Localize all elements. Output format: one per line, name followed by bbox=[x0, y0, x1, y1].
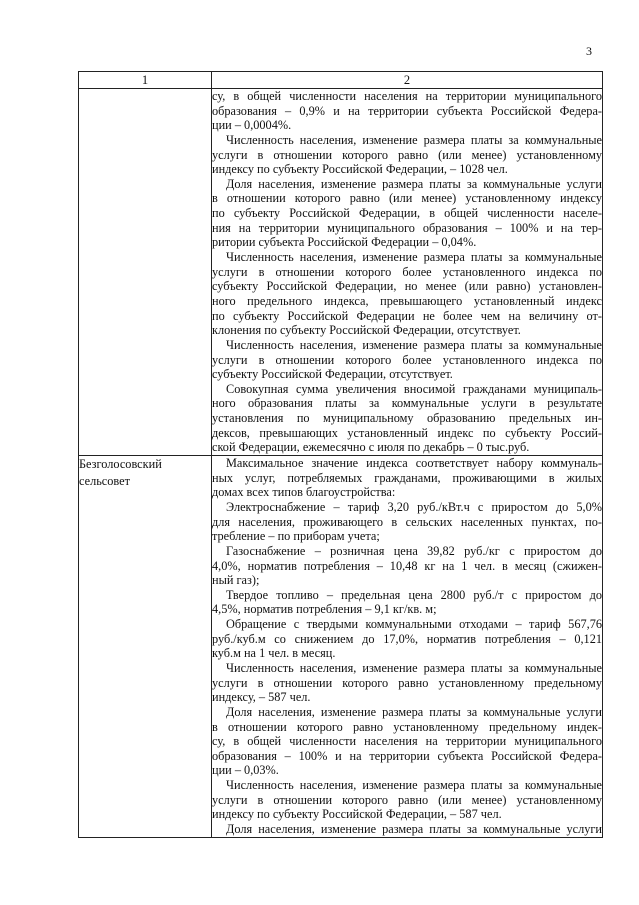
text-line: 4,5%, норматив потребления – 9,1 кг/кв. м; bbox=[212, 602, 437, 617]
text-line: Электроснабжение – тариф 3,20 руб./кВт.ч с приростом до 5,0% bbox=[226, 499, 602, 514]
text-line: Твердое топливо – предельная цена 2800 руб./т с приростом до bbox=[226, 587, 602, 602]
municipality-name-line: Безголосовский bbox=[79, 457, 162, 472]
text-line: для населения, проживающего в сельских населенных пунктах, по- bbox=[212, 514, 602, 529]
text-line: су, в общей численности населения на территории муниципального bbox=[212, 89, 602, 103]
text-line: 4,0%, норматив потребления – 10,48 кг на 1 чел. в месяц (сжижен- bbox=[212, 558, 602, 573]
text-line: ции – 0,03%. bbox=[212, 763, 279, 778]
table-row bbox=[79, 89, 603, 456]
table-row bbox=[79, 456, 603, 838]
text-line: Численность населения, изменение размера платы за коммунальные bbox=[226, 250, 602, 265]
description-cell bbox=[212, 89, 603, 456]
text-line: куб.м на 1 чел. в месяц. bbox=[212, 646, 336, 661]
text-line: дексов, превышающих установленный индекс по субъекту Россий- bbox=[212, 425, 602, 440]
text-line: домах всех типов благоустройства: bbox=[212, 485, 396, 500]
text-line: услуги в отношении которого равно установленному предельному bbox=[212, 675, 602, 690]
text-line: Газоснабжение – розничная цена 39,82 руб./кг с приростом до bbox=[226, 543, 602, 558]
text-line: Доля населения, изменение размера платы за коммунальные услуги bbox=[226, 822, 602, 837]
text-line: индексу по субъекту Российской Федерации, – 1028 чел. bbox=[212, 162, 508, 177]
text-line: су, в общей численности населения на территории муниципального bbox=[212, 734, 602, 749]
text-line: ритории субъекта Российской Федерации – 0,04%. bbox=[212, 235, 477, 250]
page-number: 3 bbox=[586, 44, 592, 58]
document-table bbox=[78, 71, 603, 838]
text-line: ской Федерации, ежемесячно с июля по декабрь – 0 тыс.руб. bbox=[212, 440, 530, 455]
text-line: руб./куб.м со снижением до 17,0%, норматив потребления – 0,121 bbox=[212, 631, 602, 646]
text-line: услуги в отношении которого равно (или менее) установленному bbox=[212, 147, 602, 162]
text-line: Доля населения, изменение размера платы за коммунальные услуги bbox=[226, 176, 602, 191]
text-line: субъекту Российской Федерации, но менее (или равно) установлен- bbox=[212, 279, 602, 294]
text-line: клонения по субъекту Российской Федерации, отсутствует. bbox=[212, 323, 521, 338]
text-line: установления по муниципальному образованию предельных ин- bbox=[212, 411, 602, 426]
text-line: образования – 100% и на территории субъекта Российской Федера- bbox=[212, 748, 602, 763]
text-line: субъекту Российской Федерации, отсутствует. bbox=[212, 367, 453, 382]
municipality-name-line: сельсовет bbox=[79, 473, 130, 488]
table-header-row bbox=[79, 72, 603, 89]
description-cell bbox=[212, 456, 603, 838]
text-line: Численность населения, изменение размера платы за коммунальные bbox=[226, 660, 602, 675]
text-line: образования – 0,9% и на территории субъекта Российской Федера- bbox=[212, 103, 602, 118]
text-line: услуги в отношении которого равно (или менее) установленному bbox=[212, 792, 602, 807]
text-line: Обращение с твердыми коммунальными отходами – тариф 567,76 bbox=[226, 617, 602, 632]
column-header-1: 1 bbox=[79, 72, 212, 89]
text-line: ции – 0,0004%. bbox=[212, 118, 292, 133]
text-line: индексу по субъекту Российской Федерации, – 587 чел. bbox=[212, 807, 502, 822]
text-line: по субъекту Российской Федерации, в общей численности населе- bbox=[212, 206, 602, 221]
text-line: ния на территории муниципального образования – 100% и на тер- bbox=[212, 220, 602, 235]
text-line: ного образования платы за коммунальные услуги в результате bbox=[212, 396, 602, 411]
text-line: услуги в отношении которого более установленного индекса по bbox=[212, 352, 602, 367]
text-line: индексу, – 587 чел. bbox=[212, 690, 311, 705]
municipality-name-cell bbox=[79, 456, 212, 838]
text-line: по субъекту Российской Федерации не более чем на величину от- bbox=[212, 308, 602, 323]
text-line: Совокупная сумма увеличения вносимой гражданами муниципаль- bbox=[226, 381, 602, 396]
municipality-name-cell bbox=[79, 89, 212, 456]
text-line: ных услуг, потребляемых гражданами, проживающими в жилых bbox=[212, 470, 602, 485]
text-line: Численность населения, изменение размера платы за коммунальные bbox=[226, 132, 602, 147]
text-line: Численность населения, изменение размера платы за коммунальные bbox=[226, 337, 602, 352]
text-line: Максимальное значение индекса соответствует набору коммуналь- bbox=[226, 456, 602, 471]
text-line: требление – по приборам учета; bbox=[212, 529, 380, 544]
text-line: Численность населения, изменение размера платы за коммунальные bbox=[226, 778, 602, 793]
text-line: Доля населения, изменение размера платы за коммунальные услуги bbox=[226, 704, 602, 719]
text-line: услуги в отношении которого более установленного индекса по bbox=[212, 264, 602, 279]
text-line: ного предельного индекса, превышающего установленный индекс bbox=[212, 293, 602, 308]
text-line: в отношении которого равно установленному предельному индек- bbox=[212, 719, 602, 734]
text-line: в отношении которого равно (или менее) установленному индексу bbox=[212, 191, 602, 206]
text-line: ный газ); bbox=[212, 573, 260, 588]
column-header-2: 2 bbox=[212, 72, 603, 89]
